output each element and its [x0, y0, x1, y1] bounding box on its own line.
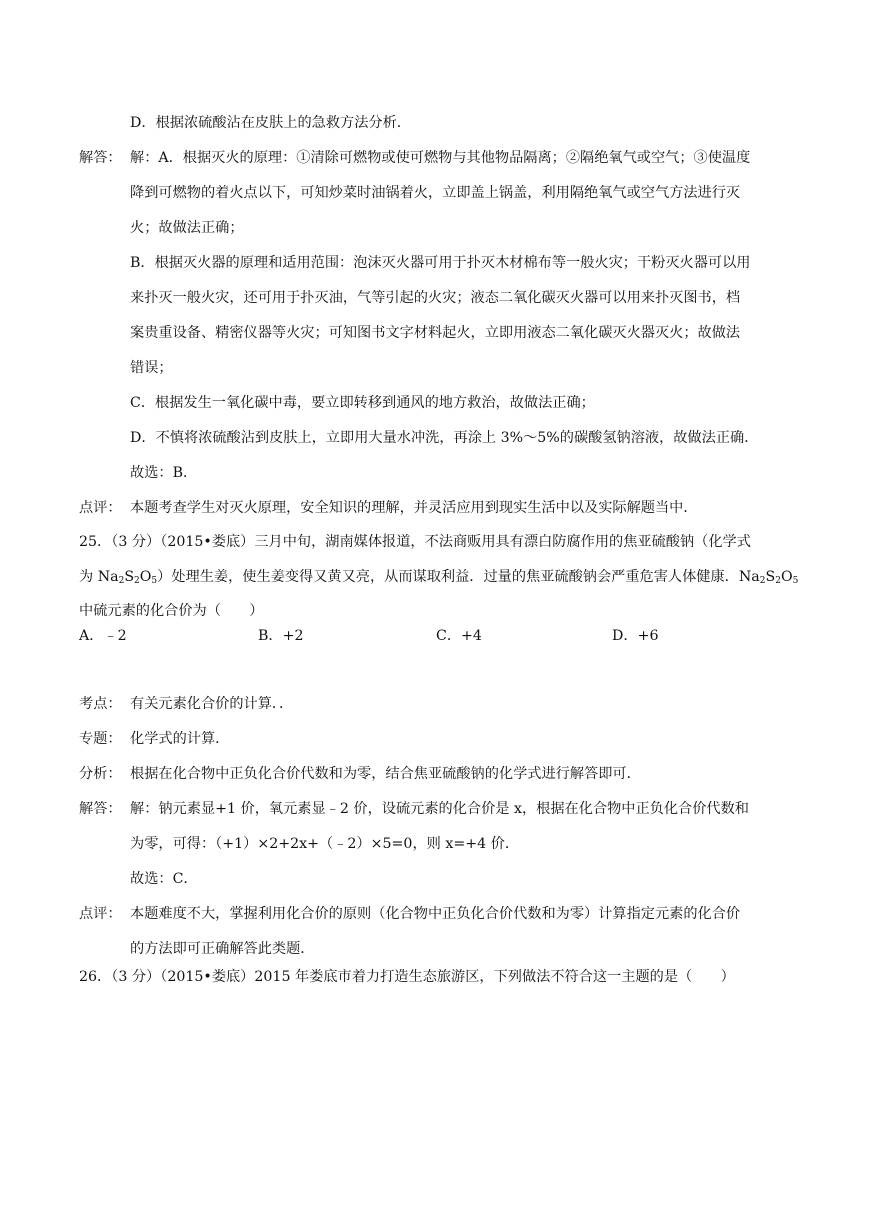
formula2-s: S: [765, 569, 776, 585]
q25-option-d: D．+6: [612, 628, 659, 644]
q25-option-b: B．+2: [258, 628, 304, 644]
q25-answer-line-1: 解：钠元素显+1 价，氧元素显﹣2 价，设硫元素的化合价是 x，根据在化合物中正负化合价代数和: [130, 801, 749, 817]
q25-answer-line-2: 为零，可得：（+1）×2+2x+（﹣2）×5=0，则 x=+4 价．: [130, 836, 520, 852]
q25-answer-label: 解答：: [79, 801, 122, 817]
q25-fenxi-text: 根据在化合物中正负化合价代数和为零，结合焦亚硫酸钠的化学式进行解答即可．: [130, 766, 641, 782]
q24-option-d: D．根据浓硫酸沾在皮肤上的急救方法分析．: [130, 115, 411, 131]
q25-comment-line-1: 本题难度不大，掌握利用化合价的原则（化合物中正负化合价代数和为零）计算指定元素的化合价: [130, 906, 741, 922]
q24-answer-line-5: 来扑灭一般火灾，还可用于扑灭油，气等引起的火灾；液态二氧化碳灭火器可以用来扑灭图书，档: [130, 290, 741, 306]
q25-stem-line-1: 25．（3 分）（2015•娄底）三月中旬，湖南媒体报道，不法商贩用具有漂白防腐作用的焦亚硫酸钠（化学式: [79, 534, 751, 550]
q24-answer-line-3: 火；故做法正确；: [130, 220, 244, 236]
q24-comment-text: 本题考查学生对灭火原理，安全知识的理解，并灵活应用到现实生活中以及实际解题当中．: [130, 500, 698, 516]
q24-answer-line-6: 案贵重设备、精密仪器等火灾；可知图书文字材料起火，立即用液态二氧化碳灭火器灭火；故做法: [130, 325, 741, 341]
q24-answer-line-7: 错误；: [130, 360, 173, 376]
q25-stem-pre: 为 Na: [79, 569, 119, 585]
q25-comment-label: 点评：: [79, 906, 122, 922]
q24-answer-line-1: 解：A．根据灭火的原理：①清除可燃物或使可燃物与其他物品隔离；②隔绝氧气或空气；③使温度: [130, 150, 751, 166]
q24-answer-line-4: B．根据灭火器的原理和适用范围：泡沫灭火器可用于扑灭木材棉布等一般火灾；干粉灭火器可以用: [130, 255, 751, 271]
q25-option-a: A．﹣2: [79, 628, 127, 644]
formula2-sub-2: 2: [759, 576, 766, 586]
q25-stem-line-3: 中硫元素的化合价为（ ）: [79, 603, 264, 619]
formula-o: O: [139, 569, 152, 585]
q25-stem-post: ）处理生姜，使生姜变得又黄又亮，从而谋取利益．过量的焦亚硫酸钠会严重危害人体健康．Na: [157, 569, 760, 585]
q25-kaodian-label: 考点：: [79, 696, 122, 712]
q24-answer-line-9: D．不慎将浓硫酸沾到皮肤上，立即用大量水冲洗，再涂上 3%～5%的碳酸氢钠溶液，故做法正确．: [130, 430, 759, 446]
formula-sub-2: 2: [118, 576, 125, 586]
q24-comment-label: 点评：: [79, 500, 122, 516]
formula2-sub-5: 5: [792, 576, 799, 586]
formula2-sub-2b: 2: [775, 576, 781, 586]
formula-s: S: [124, 569, 135, 585]
q26-stem: 26．（3 分）（2015•娄底）2015 年娄底市着力打造生态旅游区，下列做法不符合这一主题的是（ ）: [79, 969, 735, 985]
q24-answer-line-8: C．根据发生一氧化碳中毒，要立即转移到通风的地方救治，故做法正确；: [130, 395, 595, 411]
q25-stem-line-2: [79, 567, 798, 587]
formula-sub-5: 5: [151, 576, 158, 586]
q25-comment-line-2: 的方法即可正确解答此类题．: [130, 941, 315, 957]
q24-answer-line-2: 降到可燃物的着火点以下，可知炒菜时油锅着火，立即盖上锅盖，利用隔绝氧气或空气方法进行灭: [130, 185, 741, 201]
q25-kaodian-text: 有关元素化合价的计算．．: [130, 696, 294, 712]
formula2-o: O: [780, 569, 793, 585]
q25-option-c: C．+4: [436, 628, 482, 644]
q25-answer-line-3: 故选：C．: [130, 871, 198, 887]
q24-answer-label: 解答：: [79, 150, 122, 166]
q24-answer-line-10: 故选：B．: [130, 465, 198, 481]
q25-zhuanti-text: 化学式的计算．: [130, 731, 230, 747]
q25-zhuanti-label: 专题：: [79, 731, 122, 747]
q25-fenxi-label: 分析：: [79, 766, 122, 782]
formula-sub-2b: 2: [134, 576, 140, 586]
